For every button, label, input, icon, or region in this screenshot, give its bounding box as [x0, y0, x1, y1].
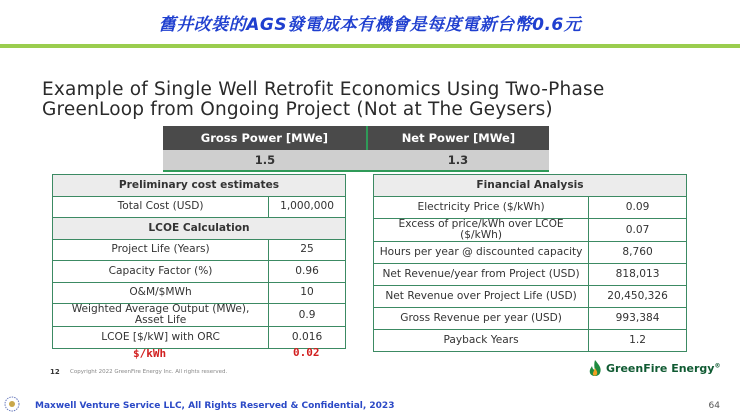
power-table: [163, 126, 549, 172]
financial-table: [373, 174, 687, 352]
flame-icon: [586, 359, 604, 379]
table-row: [53, 261, 346, 283]
table-row: [374, 286, 687, 308]
lcoe-value-annotation: 0.02: [293, 346, 320, 359]
copyright-notice: Copyright 2022 GreenFire Energy Inc. All rights reserved.: [70, 369, 228, 375]
table-row: [374, 330, 687, 352]
cost-table: [52, 174, 346, 349]
banner-divider: [0, 44, 740, 48]
row-label: O&M/$MWh: [53, 282, 269, 304]
table-row: [374, 308, 687, 330]
row-label: Electricity Price ($/kWh): [374, 197, 589, 219]
row-label: Capacity Factor (%): [53, 261, 269, 283]
gross-power-header: Gross Power [MWe]: [163, 126, 367, 150]
table-row: [374, 264, 687, 286]
table-row: [53, 175, 346, 197]
row-value: 0.016: [269, 327, 346, 349]
footer-company-text: Maxwell Venture Service LLC, All Rights Reserved & Confidential, 2023: [35, 401, 395, 411]
row-value: 818,013: [589, 264, 687, 286]
table-row: [53, 304, 346, 327]
section-header: Preliminary cost estimates: [53, 175, 346, 197]
table-row: [374, 242, 687, 264]
section-header: LCOE Calculation: [53, 218, 346, 240]
table-row: [53, 218, 346, 240]
row-value: 20,450,326: [589, 286, 687, 308]
row-value: 0.9: [269, 304, 346, 327]
row-value: 0.96: [269, 261, 346, 283]
table-row: [53, 327, 346, 349]
power-header-row: [163, 126, 549, 150]
slide-heading-line2: GreenLoop from Ongoing Project (Not at The Geysers): [42, 99, 553, 120]
banner: [0, 0, 740, 44]
lcoe-unit-annotation: $/kWh: [133, 347, 167, 360]
table-row: [374, 219, 687, 242]
row-label: Weighted Average Output (MWe), Asset Life: [53, 304, 269, 327]
table-row: [374, 197, 687, 219]
row-label: Net Revenue/year from Project (USD): [374, 264, 589, 286]
slide-page-number: 12: [50, 368, 60, 376]
row-value: 0.09: [589, 197, 687, 219]
row-label: LCOE [$/kW] with ORC: [53, 327, 269, 349]
table-row: [53, 239, 346, 261]
row-value: 25: [269, 239, 346, 261]
footer-page-number: 64: [708, 401, 720, 411]
row-label: Project Life (Years): [53, 239, 269, 261]
net-power-value: 1.3: [367, 150, 549, 171]
row-value: 1,000,000: [269, 196, 346, 218]
slide-heading-line1: Example of Single Well Retrofit Economics Using Two-Phase: [42, 79, 605, 100]
logo-wordmark: GreenFire Energy®: [606, 362, 721, 375]
row-value: 0.07: [589, 219, 687, 242]
section-header: Financial Analysis: [374, 175, 687, 197]
net-power-header: Net Power [MWe]: [367, 126, 549, 150]
row-label: Hours per year @ discounted capacity: [374, 242, 589, 264]
row-value: 10: [269, 282, 346, 304]
row-value: 8,760: [589, 242, 687, 264]
slide-heading: [42, 80, 722, 120]
row-label: Net Revenue over Project Life (USD): [374, 286, 589, 308]
table-row: [53, 282, 346, 304]
row-value: 993,384: [589, 308, 687, 330]
row-value: 1.2: [589, 330, 687, 352]
table-row: [374, 175, 687, 197]
company-seal-icon: [4, 396, 20, 412]
row-label: Gross Revenue per year (USD): [374, 308, 589, 330]
power-value-row: [163, 150, 549, 171]
gross-power-value: 1.5: [163, 150, 367, 171]
logo-registered-mark: ®: [714, 362, 721, 370]
banner-title: 舊井改裝的AGS發電成本有機會是每度電新台幣0.6元: [158, 15, 582, 35]
row-label: Total Cost (USD): [53, 196, 269, 218]
table-row: [53, 196, 346, 218]
row-label: Excess of price/kWh over LCOE ($/kWh): [374, 219, 589, 242]
row-label: Payback Years: [374, 330, 589, 352]
greenfire-logo: [586, 358, 721, 380]
